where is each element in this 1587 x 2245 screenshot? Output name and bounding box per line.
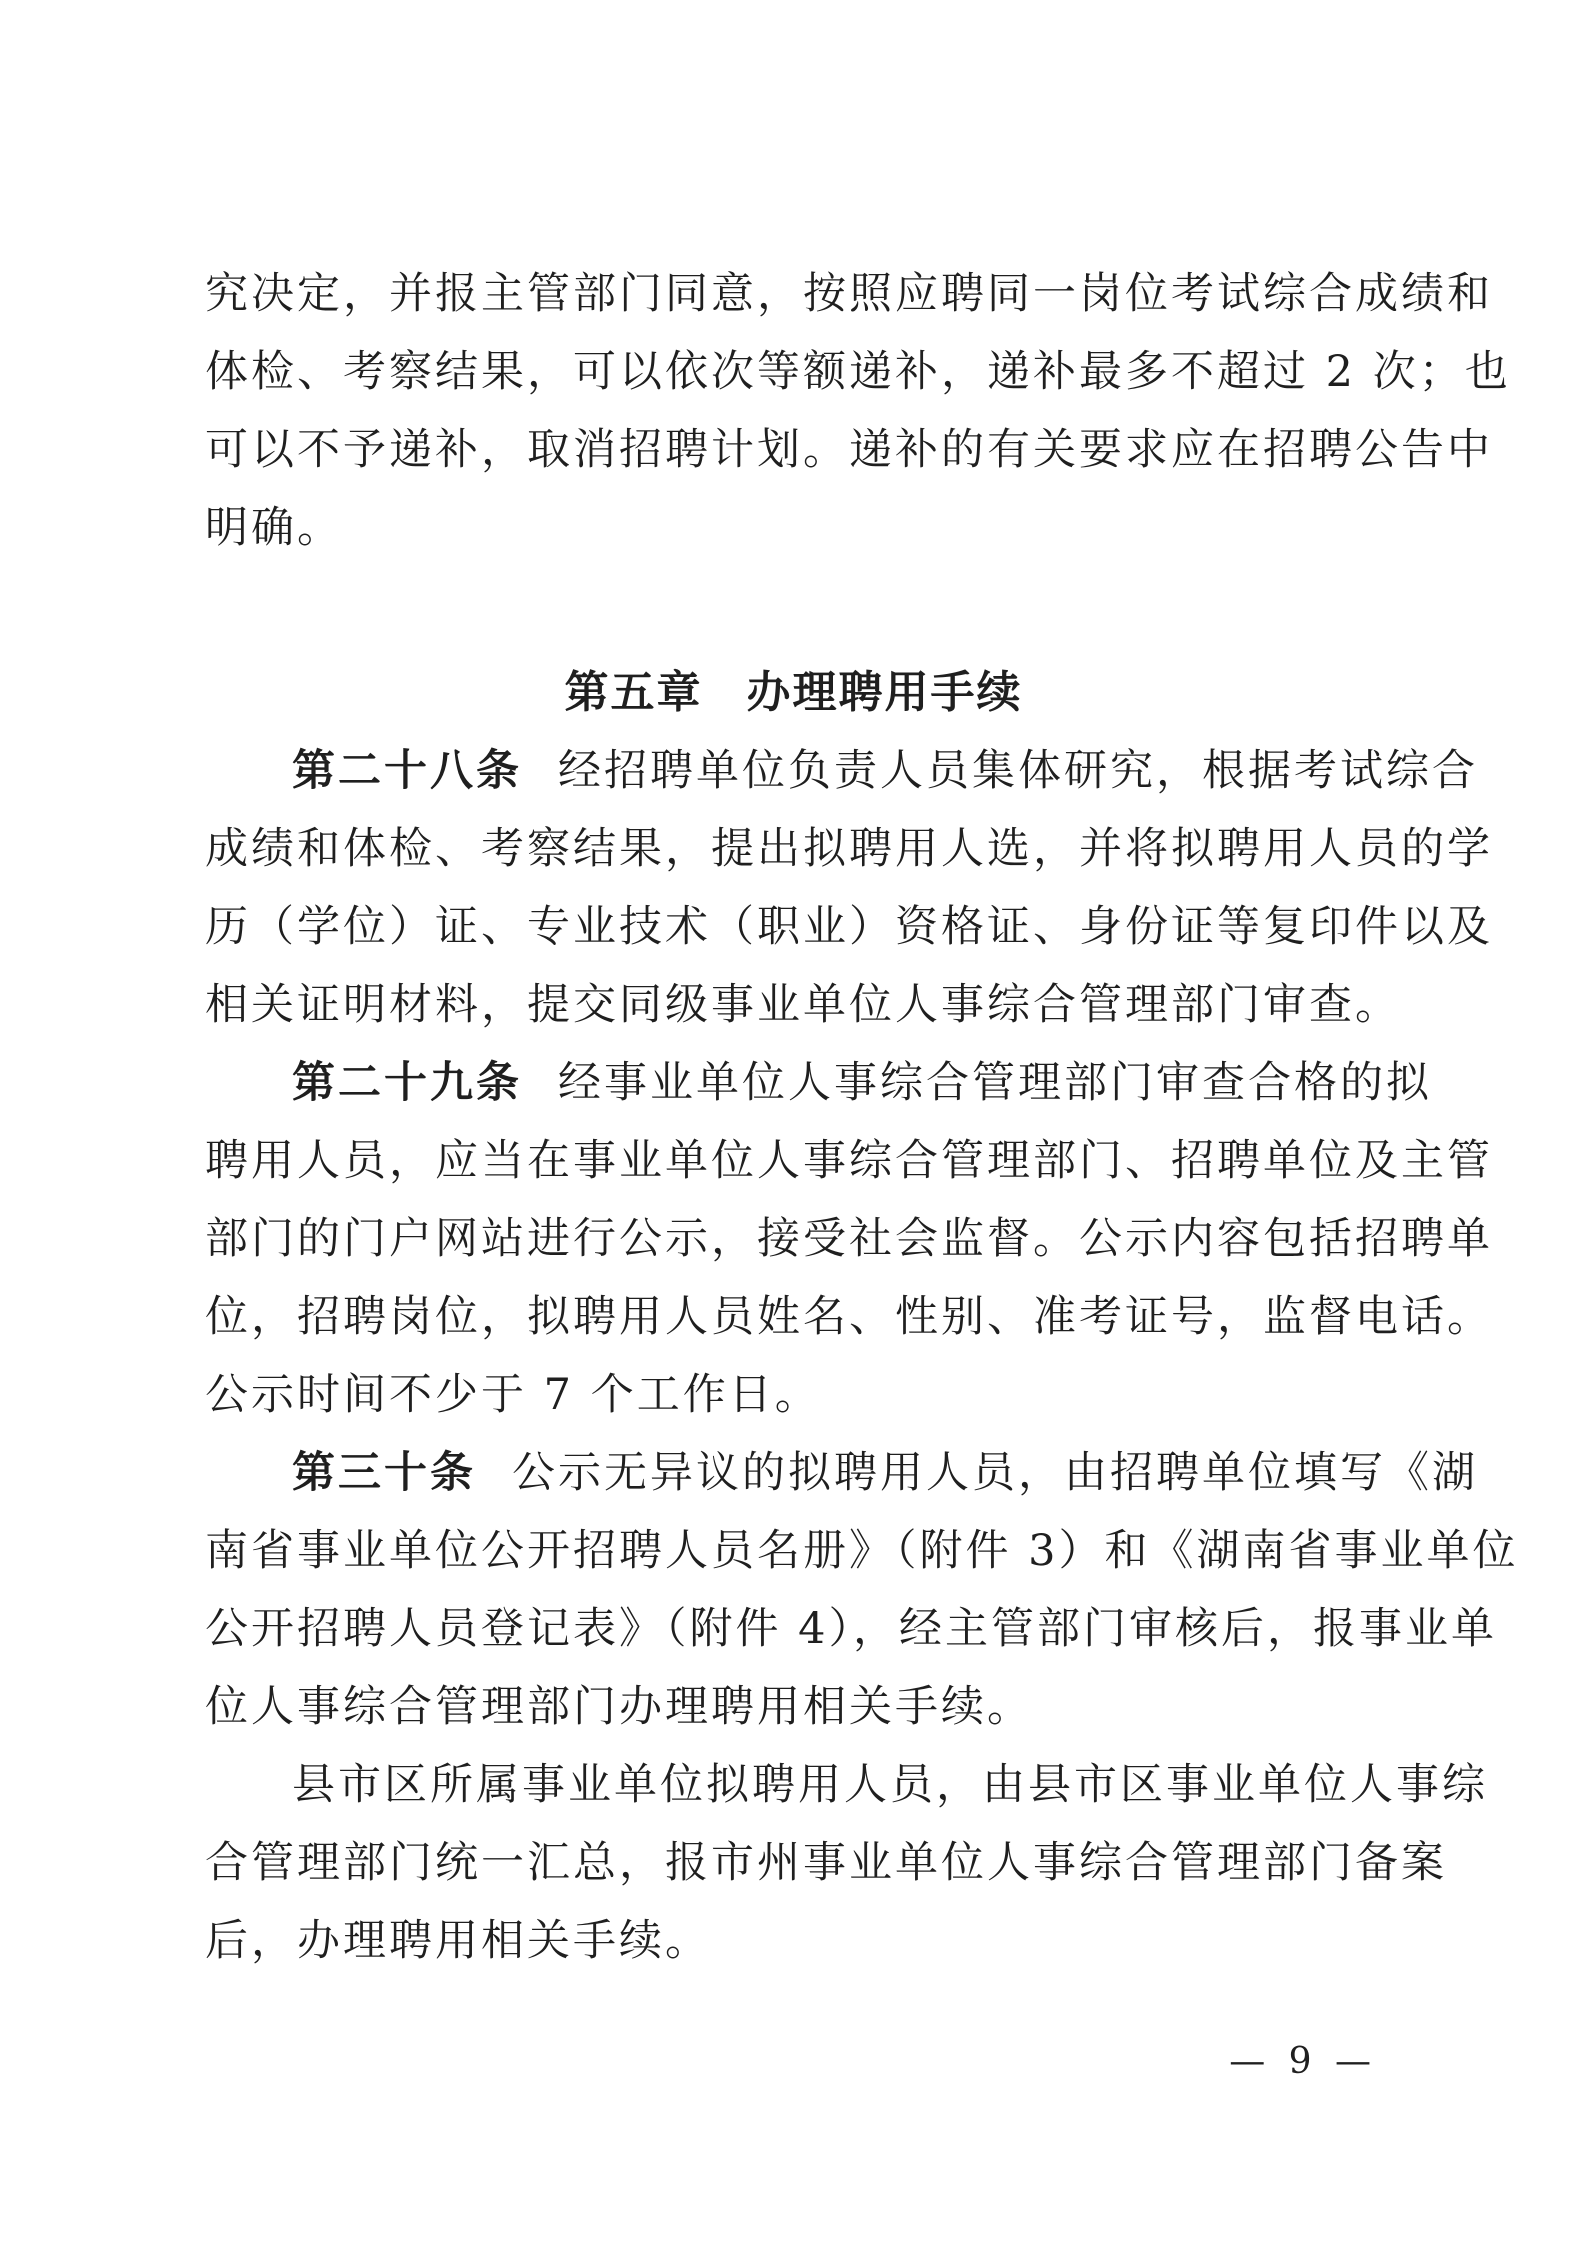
article-title: 第二十九条 (292, 1058, 522, 1108)
paragraph-line: 成绩和体检、考察结果，提出拟聘用人选，并将拟聘用人员的学 (205, 824, 1493, 874)
paragraph-line: 部门的门户网站进行公示，接受社会监督。公示内容包括招聘单 (205, 1214, 1493, 1264)
paragraph-line: 公开招聘人员登记表》（附件 4），经主管部门审核后，报事业单 (205, 1604, 1498, 1654)
paragraph-line: 聘用人员，应当在事业单位人事综合管理部门、招聘单位及主管 (205, 1136, 1493, 1186)
paragraph-line: 位人事综合管理部门办理聘用相关手续。 (205, 1682, 1033, 1732)
paragraph-line: 可以不予递补，取消招聘计划。递补的有关要求应在招聘公告中 (205, 425, 1493, 475)
paragraph-line: 明确。 (205, 503, 343, 553)
article-text: 经招聘单位负责人员集体研究，根据考试综合 (558, 746, 1478, 796)
chapter-heading (0, 663, 1587, 723)
paragraph-line: 后，办理聘用相关手续。 (205, 1916, 711, 1966)
article-text: 经事业单位人事综合管理部门审查合格的拟 (558, 1058, 1432, 1108)
paragraph-line: 合管理部门统一汇总，报市州事业单位人事综合管理部门备案 (205, 1838, 1447, 1888)
paragraph-line: 公示时间不少于 7 个工作日。 (205, 1370, 821, 1420)
page-number: — 9 — (1229, 2041, 1377, 2082)
paragraph-line: 县市区所属事业单位拟聘用人员，由县市区事业单位人事综 (292, 1760, 1488, 1810)
article-title: 第二十八条 (292, 746, 522, 796)
chapter-number: 第五章 (564, 667, 703, 718)
article-first-line (292, 1443, 1478, 1503)
article-title: 第三十条 (292, 1448, 476, 1498)
paragraph-line: 南省事业单位公开招聘人员名册》（附件 3）和《湖南省事业单位 (205, 1526, 1519, 1576)
paragraph-line: 位，招聘岗位，拟聘用人员姓名、性别、准考证号，监督电话。 (205, 1292, 1493, 1342)
paragraph-line: 历（学位）证、专业技术（职业）资格证、身份证等复印件以及 (205, 902, 1493, 952)
article-first-line (292, 1053, 1432, 1113)
paragraph-line: 相关证明材料，提交同级事业单位人事综合管理部门审查。 (205, 980, 1401, 1030)
paragraph-line: 体检、考察结果，可以依次等额递补，递补最多不超过 2 次；也 (205, 347, 1511, 397)
article-text: 公示无异议的拟聘用人员，由招聘单位填写《湖 (512, 1448, 1478, 1498)
article-first-line (292, 741, 1478, 801)
paragraph-line: 究决定，并报主管部门同意，按照应聘同一岗位考试综合成绩和 (205, 269, 1493, 319)
chapter-title: 办理聘用手续 (746, 667, 1023, 718)
